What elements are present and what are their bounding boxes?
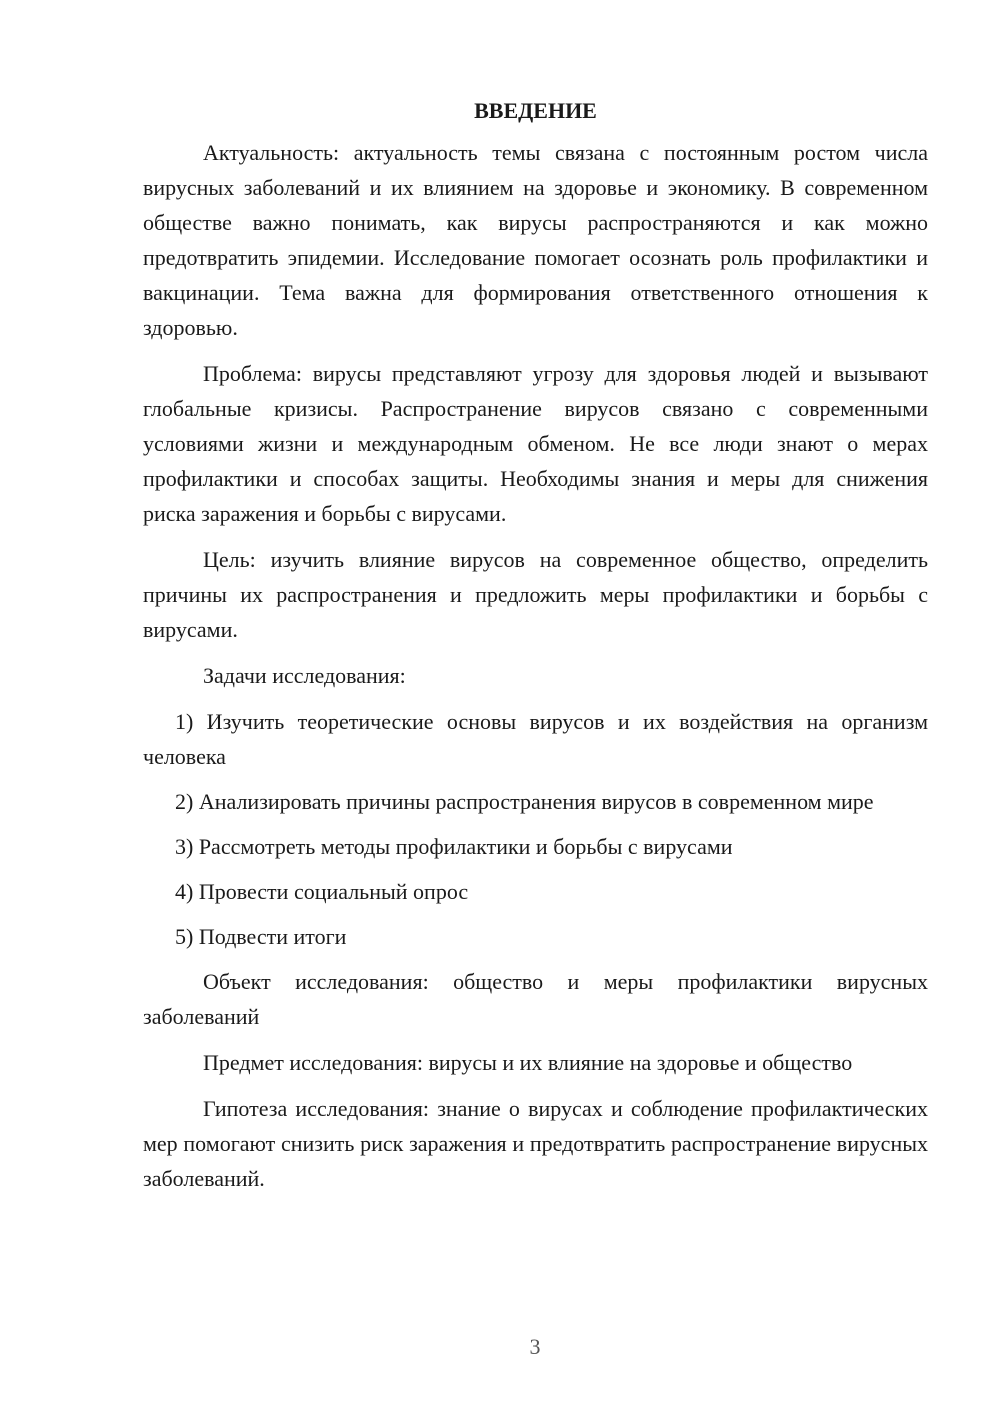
tasks-list (143, 704, 928, 954)
object-paragraph: Объект исследования: общество и меры профилактики вирусных заболеваний (143, 969, 928, 1029)
document-page (143, 96, 928, 1207)
tasks-heading: Задачи исследования: (203, 663, 406, 688)
problem-paragraph: Проблема: вирусы представляют угрозу для здоровья людей и вызывают глобальные кризисы. Распространение вирусов связано с современными условиями жизни и международным обменом. Не все люди знают о мерах профилактики и способах защиты. Необходимы знания и меры для снижения риска заражения и борьбы с вирусами. (143, 361, 928, 526)
task-item-1: 1) Изучить теоретические основы вирусов и их воздействия на организм человека (143, 709, 928, 769)
subject-paragraph: Предмет исследования: вирусы и их влияние на здоровье и общество (203, 1050, 853, 1075)
task-item-2: 2) Анализировать причины распространения вирусов в современном мире (175, 789, 874, 814)
goal-paragraph: Цель: изучить влияние вирусов на современное общество, определить причины их распространения и предложить меры профилактики и борьбы с вирусами. (143, 547, 928, 642)
page-number: 3 (529, 1334, 541, 1359)
hypothesis-paragraph: Гипотеза исследования: знание о вирусах и соблюдение профилактических мер помогают снизить риск заражения и предотвратить распространение вирусных заболеваний. (143, 1096, 928, 1191)
task-item-5: 5) Подвести итоги (175, 924, 347, 949)
task-item-4: 4) Провести социальный опрос (175, 879, 469, 904)
section-title: ВВЕДЕНИЕ (474, 98, 597, 123)
relevance-paragraph: Актуальность: актуальность темы связана с постоянным ростом числа вирусных заболеваний и их влиянием на здоровье и экономику. В современном обществе важно понимать, как вирусы распространяются и как можно предотвратить эпидемии. Исследование помогает осознать роль профилактики и вакцинации. Тема важна для формирования ответственного отношения к здоровью. (143, 140, 928, 340)
task-item-3: 3) Рассмотреть методы профилактики и борьбы с вирусами (175, 834, 733, 859)
